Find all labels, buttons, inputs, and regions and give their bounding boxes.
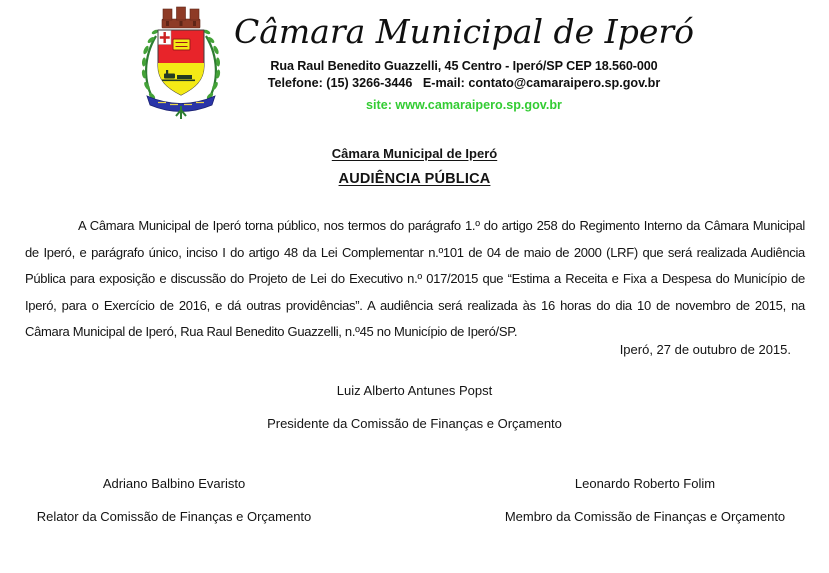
signature-role: Membro da Comissão de Finanças e Orçamento bbox=[504, 509, 786, 524]
document-title-heading: AUDIÊNCIA PÚBLICA bbox=[338, 171, 491, 187]
letterhead-text bbox=[234, 6, 694, 112]
signature-name: Leonardo Roberto Folim bbox=[574, 476, 716, 491]
signature-name: Adriano Balbino Evaristo bbox=[102, 476, 246, 491]
org-contact-line: Telefone: (15) 3266-3446 E-mail: contato@camaraipero.sp.gov.br bbox=[267, 75, 661, 90]
body-paragraph: A Câmara Municipal de Iperó torna público, nos termos do parágrafo 1.º do artigo 258 do Regimento Interno da Câmara Municipal de Iperó, e parágrafo único, inciso I do artigo 48 da Lei Complementar n.º101 de 04 de maio de 2000 (LRF) que será realizada Audiência Pública para exposição e discussão do Projeto de Lei do Executivo n.º 017/2015 que “Estima a Receita e Fixa a Despesa do Município de Iperó, para o Exercício de 2016, e dá outras providências”. A audiência será realizada às 16 horas do dia 10 de novembro de 2015, na Câmara Municipal de Iperó, Rua Raul Benedito Guazzelli, n.º45 no Município de Iperó/SP. bbox=[25, 218, 805, 339]
date-line: Iperó, 27 de outubro de 2015. bbox=[619, 342, 791, 357]
document-org-heading: Câmara Municipal de Iperó bbox=[331, 146, 498, 161]
ipero-coat-of-arms-icon bbox=[135, 6, 227, 124]
signature-block-membro bbox=[495, 476, 795, 524]
org-address-line: Rua Raul Benedito Guazzelli, 45 Centro - Iperó/SP CEP 18.560-000 bbox=[270, 58, 658, 73]
signature-role: Relator da Comissão de Finanças e Orçamento bbox=[36, 509, 312, 524]
signature-role: Presidente da Comissão de Finanças e Orçamento bbox=[267, 416, 562, 431]
signature-block-relator bbox=[24, 476, 324, 524]
letterhead bbox=[0, 6, 829, 124]
signature-name: Luiz Alberto Antunes Popst bbox=[336, 383, 493, 398]
org-website-line: site: www.camaraipero.sp.gov.br bbox=[366, 97, 562, 112]
org-title: Câmara Municipal de Iperó bbox=[233, 12, 695, 51]
signature-block-president bbox=[0, 383, 829, 431]
